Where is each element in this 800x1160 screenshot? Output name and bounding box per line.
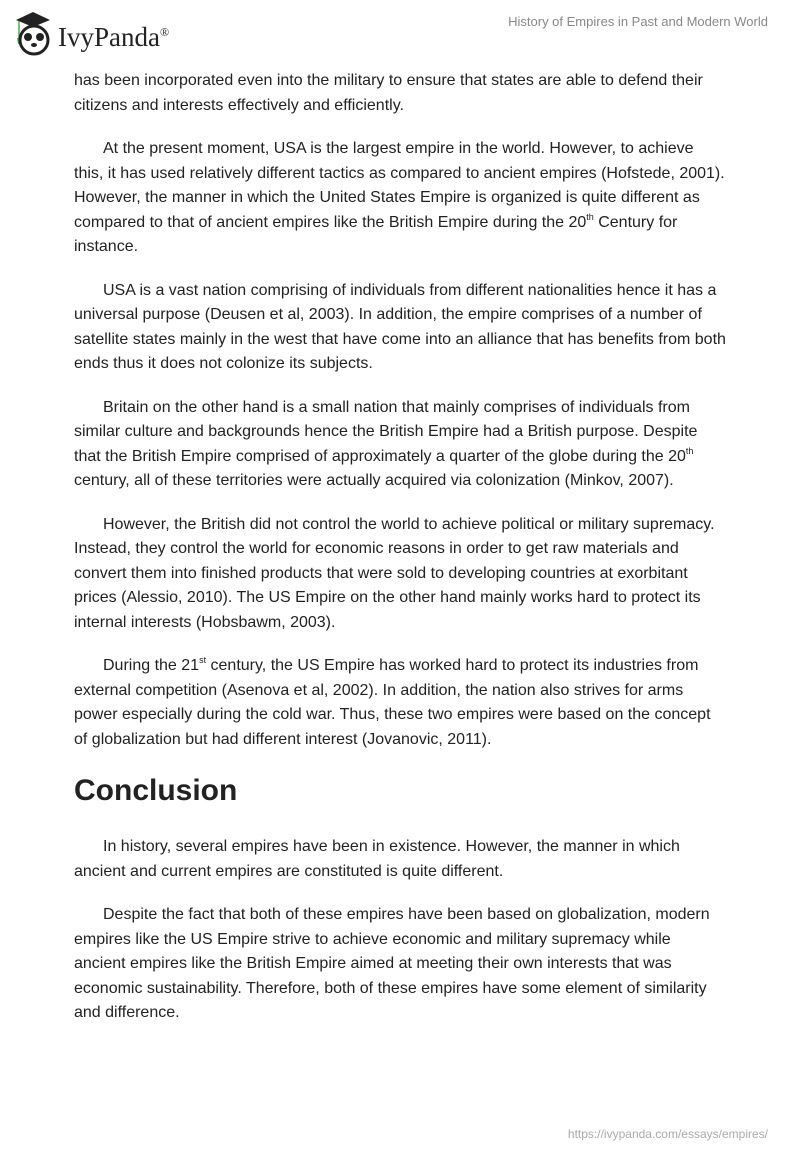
document-title: History of Empires in Past and Modern World — [508, 14, 768, 29]
source-url[interactable]: https://ivypanda.com/essays/empires/ — [567, 1127, 768, 1141]
section-heading: Conclusion — [74, 774, 238, 807]
panda-graduate-icon — [14, 8, 52, 56]
paragraph: Britain on the other hand is a small nation that mainly comprises of individuals from similar culture and backgrounds hence the British Empire had a British purpose. Despite that the British Empire comprised of approximately a quarter of the globe during the 20th century, all of these territories were actually acquired via colonization (Minkov, 2007). — [74, 398, 698, 489]
paragraph: However, the British did not control the world to achieve political or military supremacy. Instead, they control the world for economic reasons in order to get raw materials and convert them into finished products that were sold to developing countries at exorbitant prices (Alessio, 2010). The US Empire on the other hand mainly works hard to protect its internal interests (Hobsbawm, 2003). — [74, 515, 715, 631]
paragraph: has been incorporated even into the military to ensure that states are able to defend their citizens and interests effectively and efficiently. — [74, 72, 703, 114]
registered-mark: ® — [159, 24, 170, 39]
ivypanda-logo[interactable] — [14, 8, 169, 56]
paragraph: In history, several empires have been in existence. However, the manner in which ancient and current empires are constituted is quite different. — [74, 838, 680, 880]
brand-name: IvyPanda — [58, 21, 160, 52]
paragraph: Despite the fact that both of these empires have been based on globalization, modern empires like the US Empire strive to achieve economic and military supremacy while ancient empires like the British Empire aimed at meeting their own interests that was economic sustainability. Therefore, both of these empires have some element of similarity and difference. — [74, 906, 710, 1021]
paragraph: At the present moment, USA is the largest empire in the world. However, to achieve this, it has used relatively different tactics as compared to ancient empires (Hofstede, 2001). However, the manner in which the United States Empire is organized is quite different as compared to that of ancient empires like the British Empire during the 20th Century for instance. — [74, 140, 725, 255]
paragraph: USA is a vast nation comprising of individuals from different nationalities hence it has a universal purpose (Deusen et al, 2003). In addition, the empire comprises of a number of satellite states mainly in the west that have come into an alliance that has benefits from both ends thus it does not colonize its subjects. — [74, 281, 726, 372]
essay-content — [74, 69, 726, 1045]
paragraph: During the 21st century, the US Empire has worked hard to protect its industries from external competition (Asenova et al, 2002). In addition, the nation also strives for arms power especially during the cold war. Thus, these two empires were based on the concept of globalization but had different interest (Jovanovic, 2011). — [74, 655, 711, 748]
